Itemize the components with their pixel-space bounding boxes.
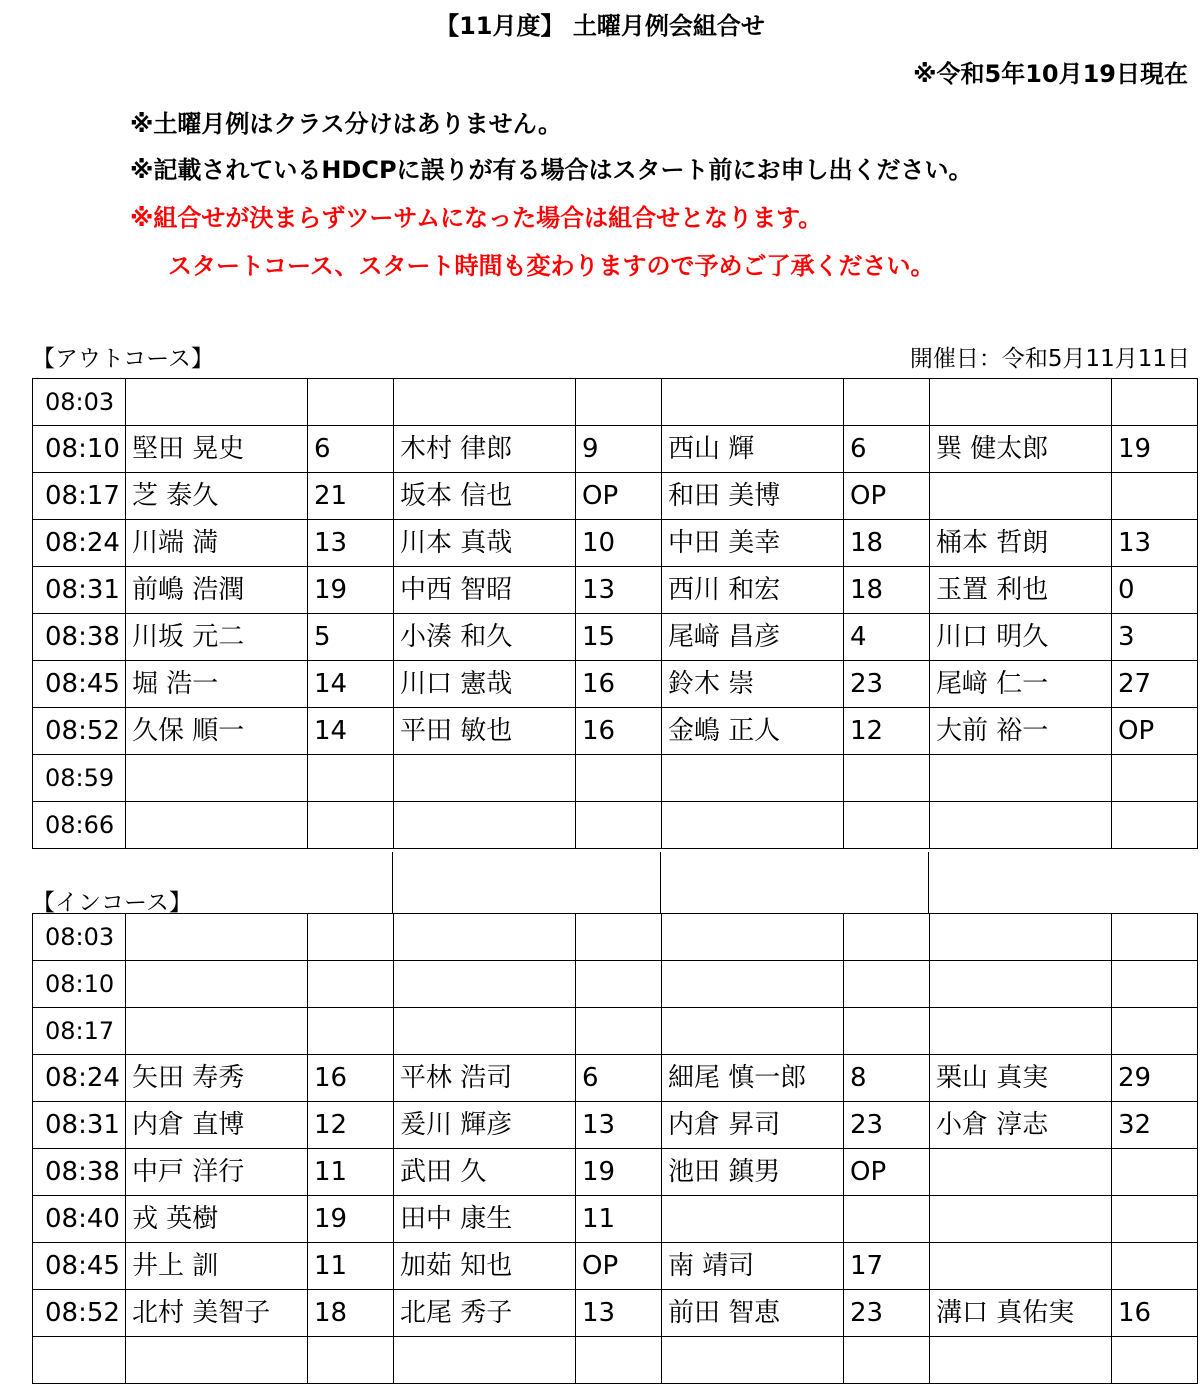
tee-time-cell: 08:24 <box>33 1055 126 1102</box>
hdcp-cell: 27 <box>1112 661 1198 708</box>
hdcp-cell: 5 <box>308 614 394 661</box>
in-course-label: 【インコース】 <box>32 890 192 916</box>
player-name-cell: 内倉 昇司 <box>662 1102 844 1149</box>
hdcp-cell: 13 <box>576 567 662 614</box>
hdcp-cell: 13 <box>1112 520 1198 567</box>
hdcp-cell: 14 <box>308 708 394 755</box>
hdcp-cell: 3 <box>1112 614 1198 661</box>
hdcp-cell <box>308 1337 394 1384</box>
player-name-cell: 川端 満 <box>126 520 308 567</box>
column-divider <box>928 852 929 914</box>
player-name-cell: 中西 智昭 <box>394 567 576 614</box>
tee-time-cell: 08:17 <box>33 473 126 520</box>
player-name-cell: 加茹 知也 <box>394 1243 576 1290</box>
hdcp-cell <box>844 379 930 426</box>
in-course-table <box>32 913 1198 1384</box>
player-name-cell <box>662 914 844 961</box>
note-line: ※土曜月例はクラス分けはありません。 <box>130 110 563 138</box>
player-name-cell: 爰川 輝彦 <box>394 1102 576 1149</box>
tee-time-cell <box>33 1337 126 1384</box>
hdcp-cell: 0 <box>1112 567 1198 614</box>
hdcp-cell: 4 <box>844 614 930 661</box>
as-of-date: ※令和5年10月19日現在 <box>913 60 1188 88</box>
player-name-cell <box>662 1337 844 1384</box>
player-name-cell: 栗山 真実 <box>930 1055 1112 1102</box>
player-name-cell: 中田 美幸 <box>662 520 844 567</box>
player-name-cell: 西川 和宏 <box>662 567 844 614</box>
player-name-cell: 平林 浩司 <box>394 1055 576 1102</box>
tee-time-row <box>33 379 1198 426</box>
hdcp-cell: OP <box>576 473 662 520</box>
tee-time-row <box>33 1243 1198 1290</box>
hdcp-cell: 6 <box>844 426 930 473</box>
player-name-cell <box>930 1196 1112 1243</box>
player-name-cell: 北村 美智子 <box>126 1290 308 1337</box>
tee-time-cell: 08:66 <box>33 802 126 849</box>
tee-time-cell: 08:10 <box>33 426 126 473</box>
hdcp-cell <box>844 802 930 849</box>
player-name-cell: 川本 真哉 <box>394 520 576 567</box>
player-name-cell: 南 靖司 <box>662 1243 844 1290</box>
tee-time-cell: 08:03 <box>33 379 126 426</box>
player-name-cell <box>930 1149 1112 1196</box>
player-name-cell <box>126 1008 308 1055</box>
player-name-cell: 堀 浩一 <box>126 661 308 708</box>
player-name-cell: 尾﨑 仁一 <box>930 661 1112 708</box>
player-name-cell: 西山 輝 <box>662 426 844 473</box>
hdcp-cell: 15 <box>576 614 662 661</box>
player-name-cell <box>126 961 308 1008</box>
player-name-cell <box>662 1196 844 1243</box>
player-name-cell: 細尾 慎一郎 <box>662 1055 844 1102</box>
hdcp-cell: 12 <box>844 708 930 755</box>
out-course-label: 【アウトコース】 <box>32 346 214 372</box>
hdcp-cell <box>576 379 662 426</box>
hdcp-cell <box>576 1008 662 1055</box>
player-name-cell: 坂本 信也 <box>394 473 576 520</box>
hdcp-cell <box>1112 914 1198 961</box>
hdcp-cell <box>308 961 394 1008</box>
hdcp-cell: 16 <box>308 1055 394 1102</box>
tee-time-cell: 08:45 <box>33 661 126 708</box>
hdcp-cell: 16 <box>576 661 662 708</box>
tee-time-row <box>33 1149 1198 1196</box>
player-name-cell <box>126 755 308 802</box>
hdcp-cell <box>1112 1196 1198 1243</box>
player-name-cell: 北尾 秀子 <box>394 1290 576 1337</box>
hdcp-cell <box>844 1337 930 1384</box>
hdcp-cell: 9 <box>576 426 662 473</box>
hdcp-cell <box>1112 802 1198 849</box>
player-name-cell: 尾﨑 昌彦 <box>662 614 844 661</box>
player-name-cell <box>662 1008 844 1055</box>
player-name-cell: 前田 智恵 <box>662 1290 844 1337</box>
hdcp-cell <box>844 1196 930 1243</box>
event-date: 開催日：令和5月11月11日 <box>909 346 1190 372</box>
player-name-cell: 鈴木 崇 <box>662 661 844 708</box>
tee-time-row <box>33 1102 1198 1149</box>
hdcp-cell <box>1112 473 1198 520</box>
player-name-cell <box>930 961 1112 1008</box>
tee-time-row <box>33 914 1198 961</box>
hdcp-cell: 32 <box>1112 1102 1198 1149</box>
player-name-cell: 巽 健太郎 <box>930 426 1112 473</box>
tee-time-cell: 08:31 <box>33 1102 126 1149</box>
tee-time-cell: 08:52 <box>33 708 126 755</box>
hdcp-cell <box>576 802 662 849</box>
hdcp-cell <box>576 1337 662 1384</box>
player-name-cell: 溝口 真佑実 <box>930 1290 1112 1337</box>
player-name-cell <box>930 914 1112 961</box>
tee-time-cell: 08:38 <box>33 1149 126 1196</box>
player-name-cell <box>662 961 844 1008</box>
tee-time-cell: 08:03 <box>33 914 126 961</box>
tee-time-row <box>33 567 1198 614</box>
player-name-cell: 小倉 淳志 <box>930 1102 1112 1149</box>
tee-time-row <box>33 1290 1198 1337</box>
tee-time-row <box>33 961 1198 1008</box>
player-name-cell <box>662 755 844 802</box>
hdcp-cell: 19 <box>308 567 394 614</box>
note-line: ※記載されているHDCPに誤りが有る場合はスタート前にお申し出ください。 <box>130 156 973 184</box>
hdcp-cell: 6 <box>308 426 394 473</box>
hdcp-cell <box>308 914 394 961</box>
hdcp-cell: 17 <box>844 1243 930 1290</box>
page-title: 【11月度】 土曜月例会組合せ <box>435 12 765 40</box>
hdcp-cell: OP <box>844 473 930 520</box>
hdcp-cell <box>1112 1337 1198 1384</box>
hdcp-cell: 16 <box>576 708 662 755</box>
player-name-cell: 武田 久 <box>394 1149 576 1196</box>
player-name-cell <box>394 914 576 961</box>
tee-time-row <box>33 1055 1198 1102</box>
hdcp-cell: 23 <box>844 661 930 708</box>
hdcp-cell: 16 <box>1112 1290 1198 1337</box>
tee-time-row <box>33 473 1198 520</box>
player-name-cell: 前嶋 浩潤 <box>126 567 308 614</box>
player-name-cell <box>394 961 576 1008</box>
hdcp-cell <box>308 802 394 849</box>
hdcp-cell <box>844 755 930 802</box>
player-name-cell: 久保 順一 <box>126 708 308 755</box>
hdcp-cell: 19 <box>576 1149 662 1196</box>
player-name-cell: 戎 英樹 <box>126 1196 308 1243</box>
hdcp-cell: OP <box>1112 708 1198 755</box>
player-name-cell <box>930 379 1112 426</box>
hdcp-cell: 11 <box>308 1149 394 1196</box>
hdcp-cell <box>844 914 930 961</box>
player-name-cell <box>394 1337 576 1384</box>
hdcp-cell: 19 <box>1112 426 1198 473</box>
hdcp-cell: 18 <box>844 520 930 567</box>
player-name-cell: 川口 憲哉 <box>394 661 576 708</box>
player-name-cell <box>126 802 308 849</box>
player-name-cell: 堅田 晃史 <box>126 426 308 473</box>
player-name-cell <box>930 1337 1112 1384</box>
hdcp-cell: 21 <box>308 473 394 520</box>
player-name-cell: 矢田 寿秀 <box>126 1055 308 1102</box>
hdcp-cell <box>1112 961 1198 1008</box>
hdcp-cell: OP <box>576 1243 662 1290</box>
player-name-cell: 井上 訓 <box>126 1243 308 1290</box>
hdcp-cell <box>576 914 662 961</box>
player-name-cell: 桶本 哲朗 <box>930 520 1112 567</box>
tee-time-row <box>33 1196 1198 1243</box>
column-divider <box>660 852 661 914</box>
hdcp-cell: 12 <box>308 1102 394 1149</box>
hdcp-cell <box>1112 1149 1198 1196</box>
player-name-cell: 川口 明久 <box>930 614 1112 661</box>
hdcp-cell <box>1112 379 1198 426</box>
player-name-cell: 川坂 元二 <box>126 614 308 661</box>
tee-time-row <box>33 661 1198 708</box>
hdcp-cell <box>576 961 662 1008</box>
hdcp-cell: 23 <box>844 1290 930 1337</box>
hdcp-cell: 13 <box>576 1290 662 1337</box>
hdcp-cell: 18 <box>308 1290 394 1337</box>
hdcp-cell: OP <box>844 1149 930 1196</box>
player-name-cell: 和田 美博 <box>662 473 844 520</box>
tee-time-cell: 08:59 <box>33 755 126 802</box>
tee-time-cell: 08:31 <box>33 567 126 614</box>
tee-time-cell: 08:38 <box>33 614 126 661</box>
player-name-cell <box>394 379 576 426</box>
hdcp-cell <box>308 379 394 426</box>
hdcp-cell: 11 <box>576 1196 662 1243</box>
tee-time-row <box>33 708 1198 755</box>
tee-time-row <box>33 426 1198 473</box>
column-divider <box>392 852 393 914</box>
tee-time-row <box>33 1337 1198 1384</box>
tee-time-cell: 08:17 <box>33 1008 126 1055</box>
hdcp-cell: 14 <box>308 661 394 708</box>
player-name-cell <box>394 1008 576 1055</box>
player-name-cell: 平田 敏也 <box>394 708 576 755</box>
player-name-cell: 金嶋 正人 <box>662 708 844 755</box>
player-name-cell: 小湊 和久 <box>394 614 576 661</box>
player-name-cell <box>126 1337 308 1384</box>
tee-time-cell: 08:52 <box>33 1290 126 1337</box>
player-name-cell <box>394 755 576 802</box>
hdcp-cell: 10 <box>576 520 662 567</box>
tee-time-row <box>33 520 1198 567</box>
player-name-cell: 田中 康生 <box>394 1196 576 1243</box>
hdcp-cell: 18 <box>844 567 930 614</box>
out-course-table <box>32 378 1198 849</box>
hdcp-cell: 8 <box>844 1055 930 1102</box>
player-name-cell <box>930 1008 1112 1055</box>
tee-time-row <box>33 1008 1198 1055</box>
tee-time-cell: 08:40 <box>33 1196 126 1243</box>
player-name-cell <box>930 1243 1112 1290</box>
hdcp-cell: 23 <box>844 1102 930 1149</box>
player-name-cell: 木村 律郎 <box>394 426 576 473</box>
hdcp-cell <box>576 755 662 802</box>
player-name-cell <box>930 755 1112 802</box>
warning-line: スタートコース、スタート時間も変わりますので予めご了承ください。 <box>168 252 935 280</box>
player-name-cell: 玉置 利也 <box>930 567 1112 614</box>
hdcp-cell <box>1112 1243 1198 1290</box>
hdcp-cell <box>308 755 394 802</box>
player-name-cell <box>930 473 1112 520</box>
hdcp-cell <box>1112 1008 1198 1055</box>
hdcp-cell: 19 <box>308 1196 394 1243</box>
hdcp-cell: 13 <box>308 520 394 567</box>
tee-time-cell: 08:10 <box>33 961 126 1008</box>
hdcp-cell <box>1112 755 1198 802</box>
player-name-cell <box>662 379 844 426</box>
tee-time-row <box>33 802 1198 849</box>
hdcp-cell: 6 <box>576 1055 662 1102</box>
tee-time-cell: 08:24 <box>33 520 126 567</box>
hdcp-cell: 13 <box>576 1102 662 1149</box>
player-name-cell: 芝 泰久 <box>126 473 308 520</box>
hdcp-cell: 11 <box>308 1243 394 1290</box>
player-name-cell: 内倉 直博 <box>126 1102 308 1149</box>
hdcp-cell <box>844 1008 930 1055</box>
tee-time-row <box>33 614 1198 661</box>
player-name-cell <box>394 802 576 849</box>
hdcp-cell: 29 <box>1112 1055 1198 1102</box>
warning-line: ※組合せが決まらずツーサムになった場合は組合せとなります。 <box>130 204 823 232</box>
player-name-cell: 池田 鎮男 <box>662 1149 844 1196</box>
player-name-cell: 大前 裕一 <box>930 708 1112 755</box>
tee-time-row <box>33 755 1198 802</box>
player-name-cell <box>930 802 1112 849</box>
tee-time-cell: 08:45 <box>33 1243 126 1290</box>
player-name-cell <box>126 379 308 426</box>
player-name-cell <box>662 802 844 849</box>
hdcp-cell <box>308 1008 394 1055</box>
player-name-cell <box>126 914 308 961</box>
hdcp-cell <box>844 961 930 1008</box>
player-name-cell: 中戸 洋行 <box>126 1149 308 1196</box>
